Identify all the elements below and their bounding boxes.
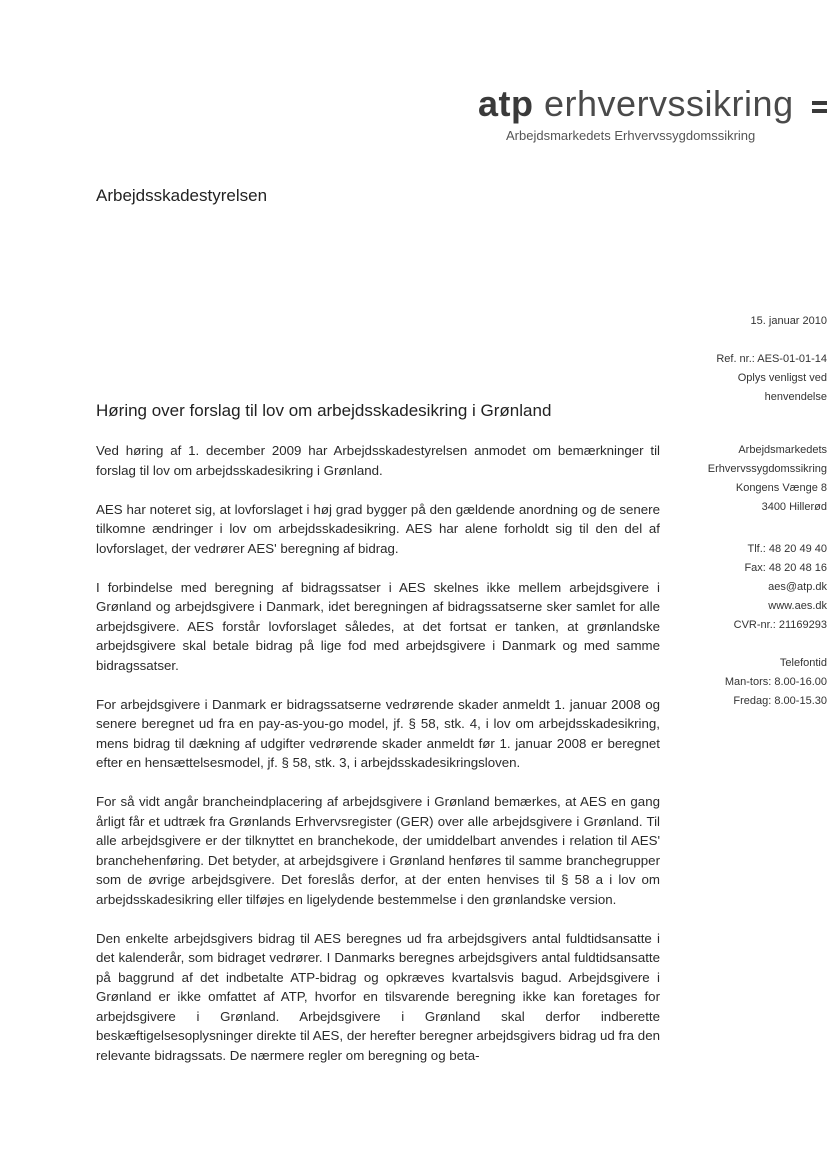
logo-atp: atp [478,83,534,124]
hours-title: Telefontid [779,657,827,669]
sidebar-contact [656,540,827,635]
hours-line: Fredag: 8.00-15.30 [733,695,827,707]
address-line: 3400 Hillerød [761,501,827,513]
logo-name: erhvervssikring [544,83,794,124]
letter-body [96,441,660,1085]
reference-note-line: Oplys venligst ved [737,372,827,384]
sidebar-phone-hours [656,654,827,711]
body-paragraph: Den enkelte arbejdsgivers bidrag til AES beregnes ud fra arbejdsgivers antal fuldtidsansatte i det kalenderår, som bidraget vedrører. I Danmarks beregnes arbejdsgivers antal fuldtidsansatte på baggrund af det indbetalte ATP-bidrag og opkræves kvartalsvis bagud. Arbejdsgivere i Grønland er ikke omfattet af ATP, hvorfor en tilsvarende beregning ikke kan foretages for arbejdsgivere i Grønland. Arbejdsgivere i Grønland skal derfor indberette beskæftigelsesoplysninger direkte til AES, der herefter beregner arbejdsgivers bidrag ud fra den relevante bidragssats. De nærmere regler om beregning og beta- [96,930,660,1063]
sidebar-address [656,441,827,517]
letter-date: 15. januar 2010 [750,315,827,327]
body-paragraph: For så vidt angår brancheindplacering af arbejdsgivere i Grønland bemærkes, at AES en gang årligt får et udtræk fra Grønlands Erhvervsregister (GER) over alle arbejdsgivere i Grønland. Til alle arbejdsgivere er der tilknyttet en branchekode, der umiddelbart anvendes i relation til AES' branchehenføring. Det betyder, at arbejdsgivere i Grønland henføres til samme branchegrupper som de øvrige arbejdsgivere. Det foreslås derfor, at der enten henvises til § 58 a i lov om arbejdsskadesikring eller tilføjes en ligelydende bestemmelse i den grønlandske version. [96,794,660,907]
body-paragraph: I forbindelse med beregning af bidragssatser i AES skelnes ikke mellem arbejdsgivere i Grønland og arbejdsgivere i Danmark, idet beregningen af bidragssatserne sker samlet for alle arbejdsgivere. AES forstår lovforslaget således, at det fortsat er tanken, at grønlandske arbejdsgivere skal betale bidrag på lige fod med arbejdsgivere i Danmark og med samme bidragssatser. [96,579,660,673]
fax: Fax: 48 20 48 16 [744,562,827,574]
letter-title: Høring over forslag til lov om arbejdsskadesikring i Grønland [96,401,552,420]
email: aes@atp.dk [768,581,827,593]
sidebar-reference [656,350,827,407]
address-line: Arbejdsmarkedets [738,444,827,456]
phone: Tlf.: 48 20 49 40 [747,543,827,555]
body-paragraph: For arbejdsgivere i Danmark er bidragssatserne vedrørende skader anmeldt 1. januar 2008 og senere beregnet ud fra en pay-as-you-go model, jf. § 58, stk. 4, i lov om arbejdsskadesikring, mens bidrag til dækning af udgifter vedrørende skader anmeldt før 1. januar 2008 er beregnet efter en hensættelsesmodel, jf. § 58, stk. 3, i arbejdsskadesikringsloven. [96,696,660,770]
atp-logo [470,84,827,154]
recipient: Arbejdsskadestyrelsen [96,186,268,205]
logo-wordmark [478,84,794,124]
logo-equals-icon [812,101,827,117]
address-line: Kongens Vænge 8 [735,482,827,494]
reference-note-line: henvendelse [764,391,827,403]
sidebar-date [656,312,827,331]
hours-line: Man-tors: 8.00-16.00 [724,676,827,688]
website: www.aes.dk [768,600,827,612]
cvr-number: CVR-nr.: 21169293 [733,619,827,631]
body-paragraph: AES har noteret sig, at lovforslaget i høj grad bygger på den gældende anordning og de senere tilkomne ændringer i lov om arbejdsskadesikring. AES har alene forholdt sig til den del af lovforslaget, der vedrører AES' beregning af bidrag. [96,501,660,556]
logo-subtitle: Arbejdsmarkedets Erhvervssygdomssikring [506,128,756,143]
reference-number: Ref. nr.: AES-01-01-14 [716,353,827,365]
body-paragraph: Ved høring af 1. december 2009 har Arbejdsskadestyrelsen anmodet om bemærkninger til forslag til lov om arbejdsskadesikring i Grønland. [96,443,660,478]
address-line: Erhvervssygdomssikring [707,463,827,475]
